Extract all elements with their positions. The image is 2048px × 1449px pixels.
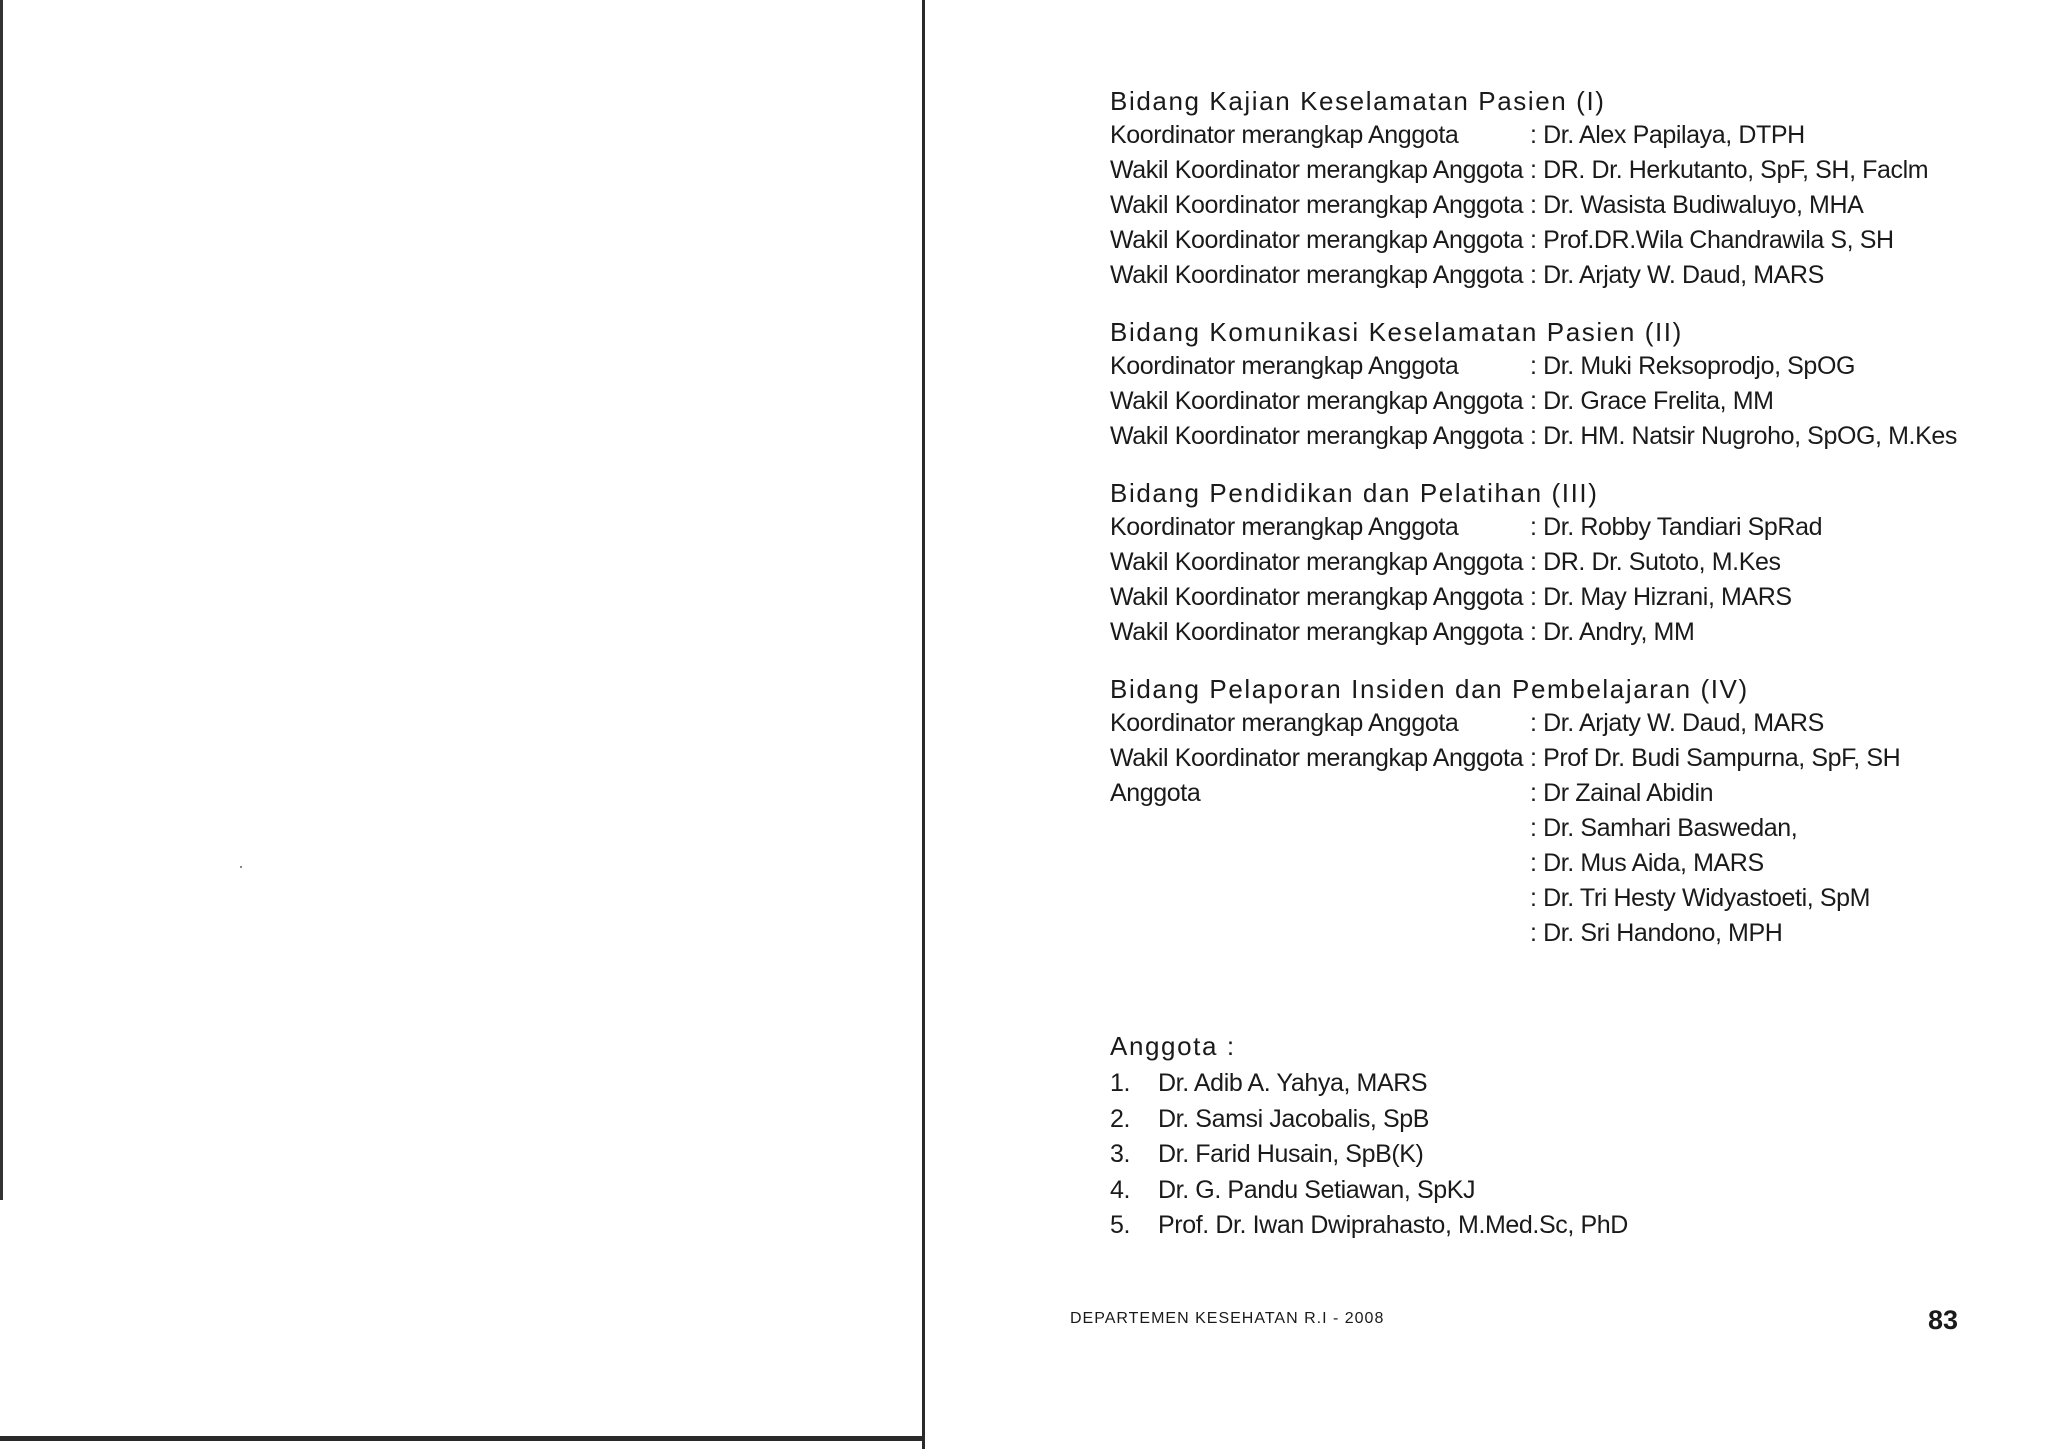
role-label: Wakil Koordinator merangkap Anggota — [1110, 191, 1524, 219]
committee-row — [1110, 223, 2010, 258]
committee-row — [1110, 580, 2010, 615]
section-title: Bidang Pelaporan Insiden dan Pembelajaran (IV) — [1110, 674, 1749, 704]
committee-row — [1110, 419, 2010, 454]
role-label — [1110, 916, 1530, 951]
role-label: Koordinator merangkap Anggota — [1110, 121, 1459, 149]
member-name: : Dr. Tri Hesty Widyastoeti, SpM — [1530, 884, 1871, 912]
committee-row — [1110, 811, 2010, 846]
list-number: 5. — [1110, 1211, 1131, 1239]
role-label: Anggota — [1110, 779, 1201, 807]
role-label — [1110, 881, 1530, 916]
committee-row — [1110, 349, 2010, 384]
committee-row — [1110, 916, 2010, 951]
list-item — [1110, 1208, 1628, 1244]
member-name: : Dr. Arjaty W. Daud, MARS — [1530, 261, 1824, 289]
role-label: Wakil Koordinator merangkap Anggota — [1110, 261, 1524, 289]
committee-row — [1110, 776, 2010, 811]
list-number: 4. — [1110, 1175, 1131, 1204]
members-title: Anggota : — [1110, 1031, 1236, 1061]
list-name: Dr. G. Pandu Setiawan, SpKJ — [1158, 1175, 1476, 1204]
section — [1110, 315, 2010, 454]
committee-row — [1110, 258, 2010, 293]
blank-left-page — [0, 0, 925, 1449]
committee-row — [1110, 741, 2010, 776]
bottom-page-edge — [0, 1436, 925, 1441]
member-name: : Dr. Muki Reksoprodjo, SpOG — [1530, 352, 1856, 380]
role-label: Wakil Koordinator merangkap Anggota — [1110, 548, 1524, 576]
list-name: Prof. Dr. Iwan Dwiprahasto, M.Med.Sc, PhD — [1158, 1211, 1628, 1239]
list-item — [1110, 1173, 1628, 1209]
member-name: : Dr. Wasista Budiwaluyo, MHA — [1530, 191, 1864, 219]
member-name: : Prof Dr. Budi Sampurna, SpF, SH — [1530, 744, 1901, 772]
footer-publisher: DEPARTEMEN KESEHATAN R.I - 2008 — [1070, 1310, 1385, 1327]
left-page-edge — [0, 0, 3, 1200]
role-label: Koordinator merangkap Anggota — [1110, 513, 1459, 541]
member-name: : Prof.DR.Wila Chandrawila S, SH — [1530, 226, 1894, 254]
page-number: 83 — [1928, 1305, 1959, 1335]
committee-row — [1110, 615, 2010, 650]
role-label: Wakil Koordinator merangkap Anggota — [1110, 422, 1524, 450]
member-name: : Dr. Alex Papilaya, DTPH — [1530, 121, 1805, 149]
members-list — [1110, 1028, 1628, 1244]
member-name: : DR. Dr. Herkutanto, SpF, SH, Faclm — [1530, 156, 1929, 184]
committee-row — [1110, 510, 2010, 545]
list-number: 2. — [1110, 1104, 1131, 1133]
scan-speck — [240, 866, 242, 868]
member-name: : Dr. May Hizrani, MARS — [1530, 583, 1792, 611]
member-name: : Dr Zainal Abidin — [1530, 779, 1714, 807]
committee-row — [1110, 153, 2010, 188]
role-label — [1110, 811, 1530, 846]
role-label: Koordinator merangkap Anggota — [1110, 352, 1459, 380]
role-label: Wakil Koordinator merangkap Anggota — [1110, 744, 1524, 772]
section — [1110, 476, 2010, 650]
role-label: Koordinator merangkap Anggota — [1110, 709, 1459, 737]
list-number: 1. — [1110, 1069, 1131, 1097]
member-items — [1110, 1066, 1628, 1244]
committee-row — [1110, 846, 2010, 881]
role-label: Wakil Koordinator merangkap Anggota — [1110, 583, 1524, 611]
committee-row — [1110, 384, 2010, 419]
committee-row — [1110, 545, 2010, 580]
section-title: Bidang Pendidikan dan Pelatihan (III) — [1110, 478, 1599, 508]
role-label: Wakil Koordinator merangkap Anggota — [1110, 618, 1524, 646]
committee-row — [1110, 706, 2010, 741]
list-item — [1110, 1137, 1628, 1173]
section — [1110, 672, 2010, 951]
member-name: : Dr. Samhari Baswedan, — [1530, 814, 1798, 842]
member-name: : Dr. Andry, MM — [1530, 618, 1695, 646]
member-name: : Dr. Robby Tandiari SpRad — [1530, 513, 1823, 541]
section-title: Bidang Kajian Keselamatan Pasien (I) — [1110, 86, 1606, 116]
committee-row — [1110, 881, 2010, 916]
list-item — [1110, 1102, 1628, 1138]
binding-line — [922, 0, 925, 1449]
committee-sections — [1110, 84, 2010, 973]
list-name: Dr. Adib A. Yahya, MARS — [1158, 1069, 1428, 1097]
list-number: 3. — [1110, 1140, 1131, 1168]
role-label: Wakil Koordinator merangkap Anggota — [1110, 387, 1524, 415]
committee-row — [1110, 188, 2010, 223]
list-name: Dr. Samsi Jacobalis, SpB — [1158, 1104, 1430, 1133]
member-name: : DR. Dr. Sutoto, M.Kes — [1530, 548, 1781, 576]
committee-row — [1110, 118, 2010, 153]
member-name: : Dr. Mus Aida, MARS — [1530, 849, 1764, 877]
section — [1110, 84, 2010, 293]
role-label: Wakil Koordinator merangkap Anggota — [1110, 156, 1524, 184]
list-item — [1110, 1066, 1628, 1102]
member-name: : Dr. Grace Frelita, MM — [1530, 387, 1774, 415]
member-name: : Dr. Sri Handono, MPH — [1530, 919, 1783, 947]
role-label: Wakil Koordinator merangkap Anggota — [1110, 226, 1524, 254]
member-name: : Dr. HM. Natsir Nugroho, SpOG, M.Kes — [1530, 422, 1957, 450]
member-name: : Dr. Arjaty W. Daud, MARS — [1530, 709, 1824, 737]
role-label — [1110, 846, 1530, 881]
section-title: Bidang Komunikasi Keselamatan Pasien (II) — [1110, 317, 1683, 347]
list-name: Dr. Farid Husain, SpB(K) — [1158, 1140, 1424, 1168]
